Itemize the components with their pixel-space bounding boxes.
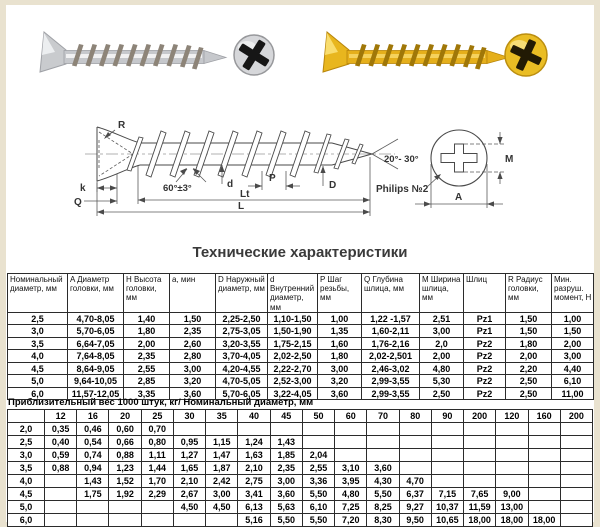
cell: 7,64-8,05	[68, 350, 124, 363]
cell: 1,50	[552, 325, 594, 338]
table-row	[8, 375, 594, 388]
cell	[173, 423, 205, 436]
cell	[560, 488, 592, 501]
cell: 2,5	[8, 436, 45, 449]
cell: 2,04	[302, 449, 334, 462]
cell	[528, 501, 560, 514]
cell: 3,0	[8, 449, 45, 462]
cell: 1,00	[318, 312, 362, 325]
cell	[528, 423, 560, 436]
cell: 4,70	[399, 475, 431, 488]
column-header: d Внутренний диаметр, мм	[268, 274, 318, 313]
cell: 5,63	[270, 501, 302, 514]
cell: Pz1	[464, 325, 506, 338]
cell: 1,23	[109, 462, 141, 475]
column-header: 200	[464, 410, 496, 423]
cell	[528, 475, 560, 488]
cell: 3,10	[335, 462, 367, 475]
column-header: 45	[270, 410, 302, 423]
cell: 1,15	[206, 436, 238, 449]
cell	[45, 501, 77, 514]
cell: 1,70	[141, 475, 173, 488]
phillips-cross-drawing	[441, 144, 477, 172]
cell: 7,25	[335, 501, 367, 514]
dim-label-r: R	[118, 120, 126, 131]
cell	[206, 514, 238, 527]
cell: 8,64-9,05	[68, 362, 124, 375]
cell: 10,65	[431, 514, 463, 527]
cell: 2,99-3,55	[362, 387, 420, 400]
cell: 11,57-12,05	[68, 387, 124, 400]
cell	[431, 436, 463, 449]
column-header: 120	[496, 410, 528, 423]
cell: 2,5	[8, 312, 68, 325]
cell	[141, 501, 173, 514]
cell: 2,55	[124, 362, 170, 375]
column-header: 200	[560, 410, 592, 423]
cell: 2,51	[420, 312, 464, 325]
cell: 3,41	[238, 488, 270, 501]
cell: 2,00	[552, 337, 594, 350]
cell: 3,20	[170, 375, 216, 388]
cell: 2,25-2,50	[216, 312, 268, 325]
cell: 0,88	[45, 462, 77, 475]
cell: 2,50	[506, 375, 552, 388]
cell: 7,15	[431, 488, 463, 501]
cell	[560, 423, 592, 436]
cell: 7,20	[335, 514, 367, 527]
cell: 5,0	[8, 375, 68, 388]
cell: 4,40	[552, 362, 594, 375]
column-header: 40	[238, 410, 270, 423]
dim-label-a: A	[455, 192, 463, 203]
column-header: 90	[431, 410, 463, 423]
cell	[464, 436, 496, 449]
cell: 4,20-4,55	[216, 362, 268, 375]
cell: 3,36	[302, 475, 334, 488]
cell: 3,20	[318, 375, 362, 388]
cell: 6,37	[399, 488, 431, 501]
cell	[528, 488, 560, 501]
cell: 0,40	[45, 436, 77, 449]
cell	[335, 423, 367, 436]
cell: 2,75-3,05	[216, 325, 268, 338]
cell	[496, 475, 528, 488]
cell: 0,70	[141, 423, 173, 436]
weight-table-caption: Приблизительный вес 1000 штук, кг/ Номинальный диаметр, мм	[8, 397, 314, 408]
cell: 2,46-3,02	[362, 362, 420, 375]
cell	[45, 514, 77, 527]
cell	[560, 501, 592, 514]
column-header: 160	[528, 410, 560, 423]
gold-screw-head-view	[505, 34, 548, 77]
column-header: 20	[109, 410, 141, 423]
dim-label-d: d	[227, 179, 234, 190]
cell	[464, 462, 496, 475]
cell: 2,0	[420, 337, 464, 350]
cell: 2,99-3,55	[362, 375, 420, 388]
cell: 4,70-8,05	[68, 312, 124, 325]
cell	[173, 514, 205, 527]
cell: 0,60	[109, 423, 141, 436]
cell: 5,50	[302, 488, 334, 501]
cell: 1,35	[318, 325, 362, 338]
cell: 5,70-6,05	[216, 387, 268, 400]
cell: 1,43	[270, 436, 302, 449]
cell	[399, 449, 431, 462]
cell	[399, 462, 431, 475]
cell: 3,5	[8, 337, 68, 350]
cell: 6,10	[302, 501, 334, 514]
cell: 3,00	[318, 362, 362, 375]
cell	[528, 449, 560, 462]
cell: 1,43	[77, 475, 109, 488]
cell: 3,00	[206, 488, 238, 501]
table-row	[8, 312, 594, 325]
cell: 2,85	[124, 375, 170, 388]
cell: 7,65	[464, 488, 496, 501]
table-row	[8, 337, 594, 350]
cell: 1,87	[206, 462, 238, 475]
header-row	[8, 410, 593, 423]
cell: 1,92	[109, 488, 141, 501]
cell: 1,80	[124, 325, 170, 338]
column-header: 70	[367, 410, 399, 423]
column-header: 80	[399, 410, 431, 423]
cell: 3,00	[270, 475, 302, 488]
cell: 3,70-4,05	[216, 350, 268, 363]
cell: 6,13	[238, 501, 270, 514]
cell: 4,80	[335, 488, 367, 501]
cell: 3,60	[170, 387, 216, 400]
cell: 6,64-7,05	[68, 337, 124, 350]
cell	[431, 449, 463, 462]
cell	[560, 462, 592, 475]
cell: 4,30	[367, 475, 399, 488]
cell: 3,60	[270, 488, 302, 501]
cell: 2,35	[170, 325, 216, 338]
column-header: A Диаметр головки, мм	[68, 274, 124, 313]
cell: 3,00	[170, 362, 216, 375]
cell	[560, 436, 592, 449]
cell: 0,80	[141, 436, 173, 449]
cell: 5,50	[302, 514, 334, 527]
cell: 2,35	[124, 350, 170, 363]
cell: 0,74	[77, 449, 109, 462]
cell	[496, 462, 528, 475]
cell: 3,00	[552, 350, 594, 363]
cell: 2,10	[238, 462, 270, 475]
table-row	[8, 423, 593, 436]
table-row	[8, 488, 593, 501]
cell: 2,50	[420, 387, 464, 400]
cell: Pz2	[464, 387, 506, 400]
cell: 6,0	[8, 514, 45, 527]
cell: 1,76-2,16	[362, 337, 420, 350]
cell: 18,00	[464, 514, 496, 527]
cell: 8,25	[367, 501, 399, 514]
column-header: R Радиус головки, мм	[506, 274, 552, 313]
dim-label-lt: Lt	[240, 189, 250, 200]
column-header: Q Глубина шлица, мм	[362, 274, 420, 313]
cell: 0,46	[77, 423, 109, 436]
cell	[560, 449, 592, 462]
table-row	[8, 514, 593, 527]
cell: 6,0	[8, 387, 68, 400]
dim-label-m: M	[505, 154, 514, 165]
cell: 2,67	[173, 488, 205, 501]
dim-label-k: k	[80, 183, 86, 194]
cell: 1,00	[552, 312, 594, 325]
dim-label-dd: D	[329, 180, 337, 191]
cell	[45, 488, 77, 501]
cell: Pz2	[464, 362, 506, 375]
column-header: Н Высота головки, мм	[124, 274, 170, 313]
cell: 2,22-2,70	[268, 362, 318, 375]
column-header: 16	[77, 410, 109, 423]
column-header: Шлиц	[464, 274, 506, 313]
cell: 3,5	[8, 462, 45, 475]
cell: 4,80	[420, 362, 464, 375]
table-row	[8, 475, 593, 488]
cell	[464, 423, 496, 436]
column-header: Мин. разруш. момент, Н	[552, 274, 594, 313]
cell: 3,20-3,55	[216, 337, 268, 350]
dim-label-tip-angle: 20°- 30°	[384, 154, 419, 165]
cell: Pz2	[464, 375, 506, 388]
cell	[270, 423, 302, 436]
cell: 3,0	[8, 325, 68, 338]
cell	[77, 514, 109, 527]
cell: 1,40	[124, 312, 170, 325]
cell: 2,20	[506, 362, 552, 375]
table-row	[8, 449, 593, 462]
cell	[431, 475, 463, 488]
cell: 4,70-5,05	[216, 375, 268, 388]
cell: 1,63	[238, 449, 270, 462]
cell: 1,44	[141, 462, 173, 475]
cell	[464, 449, 496, 462]
column-header: Номинальный диаметр, мм	[8, 274, 68, 313]
cell	[399, 423, 431, 436]
specs-table	[7, 273, 594, 400]
cell: 0,59	[45, 449, 77, 462]
cell	[496, 449, 528, 462]
cell: 11,00	[552, 387, 594, 400]
cell: 3,00	[420, 325, 464, 338]
dim-label-l: L	[238, 201, 245, 212]
page-title: Технические характеристики	[192, 244, 408, 261]
column-header: D Наружный диаметр, мм	[216, 274, 268, 313]
cell: 1,50	[170, 312, 216, 325]
cell: 1,52	[109, 475, 141, 488]
cell	[464, 475, 496, 488]
cell: 1,27	[173, 449, 205, 462]
cell: Pz2	[464, 350, 506, 363]
cell: 9,27	[399, 501, 431, 514]
cell	[560, 514, 592, 527]
column-header: P Шаг резьбы, мм	[318, 274, 362, 313]
cell: 2,0	[8, 423, 45, 436]
cell: 3,35	[124, 387, 170, 400]
dim-label-thread-angle: 60°±3°	[163, 183, 192, 194]
cell: 1,24	[238, 436, 270, 449]
silver-screw-photo	[40, 32, 226, 72]
cell: 4,0	[8, 475, 45, 488]
cell	[367, 449, 399, 462]
cell	[399, 436, 431, 449]
cell: 2,10	[173, 475, 205, 488]
cell: 1,47	[206, 449, 238, 462]
gold-screw-photo	[323, 32, 509, 72]
cell: 3,22-4,05	[268, 387, 318, 400]
cell: 1,60	[318, 337, 362, 350]
cell: 6,10	[552, 375, 594, 388]
column-header: 35	[206, 410, 238, 423]
table-row	[8, 350, 594, 363]
cell: 2,50	[506, 387, 552, 400]
cell: 3,60	[367, 462, 399, 475]
cell	[141, 514, 173, 527]
header-row	[8, 274, 594, 313]
cell: 5,70-6,05	[68, 325, 124, 338]
cell	[367, 436, 399, 449]
cell: 2,00	[506, 350, 552, 363]
cell: 0,94	[77, 462, 109, 475]
philips-label: Philips №2	[376, 184, 429, 195]
cell: 0,88	[109, 449, 141, 462]
cell: 2,42	[206, 475, 238, 488]
cell	[496, 436, 528, 449]
table-row	[8, 462, 593, 475]
cell: 0,95	[173, 436, 205, 449]
cell: 1,50-1,90	[268, 325, 318, 338]
cell: 3,95	[335, 475, 367, 488]
cell: 9,00	[496, 488, 528, 501]
cell: 4,50	[206, 501, 238, 514]
cell	[335, 436, 367, 449]
column-header: 12	[45, 410, 77, 423]
cell: 1,65	[173, 462, 205, 475]
cell: 2,00	[420, 350, 464, 363]
screw-technical-drawing	[0, 100, 600, 245]
cell: 5,0	[8, 501, 45, 514]
column-header: 30	[173, 410, 205, 423]
dim-label-q: Q	[74, 197, 82, 208]
cell: 1,85	[270, 449, 302, 462]
cell	[528, 462, 560, 475]
cell	[77, 501, 109, 514]
cell: 1,22 -1,57	[362, 312, 420, 325]
cell: 8,30	[367, 514, 399, 527]
table-row	[8, 362, 594, 375]
dim-label-p: P	[269, 173, 276, 184]
cell: 11,59	[464, 501, 496, 514]
cell: Pz2	[464, 337, 506, 350]
cell: 9,50	[399, 514, 431, 527]
cell: 1,80	[318, 350, 362, 363]
cell: 1,80	[506, 337, 552, 350]
cell	[431, 462, 463, 475]
cell: 2,02-2,501	[362, 350, 420, 363]
column-header: 60	[335, 410, 367, 423]
cell: 5,30	[420, 375, 464, 388]
cell: 2,52-3,00	[268, 375, 318, 388]
cell	[238, 423, 270, 436]
cell	[560, 475, 592, 488]
cell: 2,02-2,50	[268, 350, 318, 363]
cell: 1,50	[506, 325, 552, 338]
table-row	[8, 325, 594, 338]
cell	[206, 423, 238, 436]
cell: 2,60	[170, 337, 216, 350]
cell	[367, 423, 399, 436]
cell: 5,50	[367, 488, 399, 501]
cell	[109, 501, 141, 514]
cell: 2,29	[141, 488, 173, 501]
cell: 5,50	[270, 514, 302, 527]
cell: 2,75	[238, 475, 270, 488]
cell: 3,60	[318, 387, 362, 400]
cell: 4,5	[8, 488, 45, 501]
cell	[335, 449, 367, 462]
cell: 1,75	[77, 488, 109, 501]
cell	[496, 423, 528, 436]
cell: 1,11	[141, 449, 173, 462]
cell: 5,16	[238, 514, 270, 527]
cell: 18,00	[496, 514, 528, 527]
cell	[45, 475, 77, 488]
column-header: 50	[302, 410, 334, 423]
cell: 2,35	[270, 462, 302, 475]
cell: 9,64-10,05	[68, 375, 124, 388]
table-row	[8, 436, 593, 449]
cell: 0,66	[109, 436, 141, 449]
cell: 1,60-2,11	[362, 325, 420, 338]
cell: 1,50	[506, 312, 552, 325]
cell: 18,00	[528, 514, 560, 527]
silver-screw-head-view	[232, 33, 276, 77]
column-header	[8, 410, 45, 423]
cell: 4,0	[8, 350, 68, 363]
cell: 1,75-2,15	[268, 337, 318, 350]
cell	[528, 436, 560, 449]
cell	[431, 423, 463, 436]
cell: 4,5	[8, 362, 68, 375]
cell: 0,54	[77, 436, 109, 449]
column-header: M Ширина шлица, мм	[420, 274, 464, 313]
cell: 0,35	[45, 423, 77, 436]
cell	[302, 436, 334, 449]
cell: 10,37	[431, 501, 463, 514]
cell: 13,00	[496, 501, 528, 514]
screw-photos	[0, 8, 600, 100]
column-header: 25	[141, 410, 173, 423]
cell: 4,50	[173, 501, 205, 514]
table-row	[8, 501, 593, 514]
weight-table	[7, 409, 593, 527]
cell: Pz1	[464, 312, 506, 325]
cell: 1,10-1,50	[268, 312, 318, 325]
cell: 2,80	[170, 350, 216, 363]
cell	[109, 514, 141, 527]
cell	[302, 423, 334, 436]
cell: 2,55	[302, 462, 334, 475]
column-header: a, мин	[170, 274, 216, 313]
cell: 2,00	[124, 337, 170, 350]
